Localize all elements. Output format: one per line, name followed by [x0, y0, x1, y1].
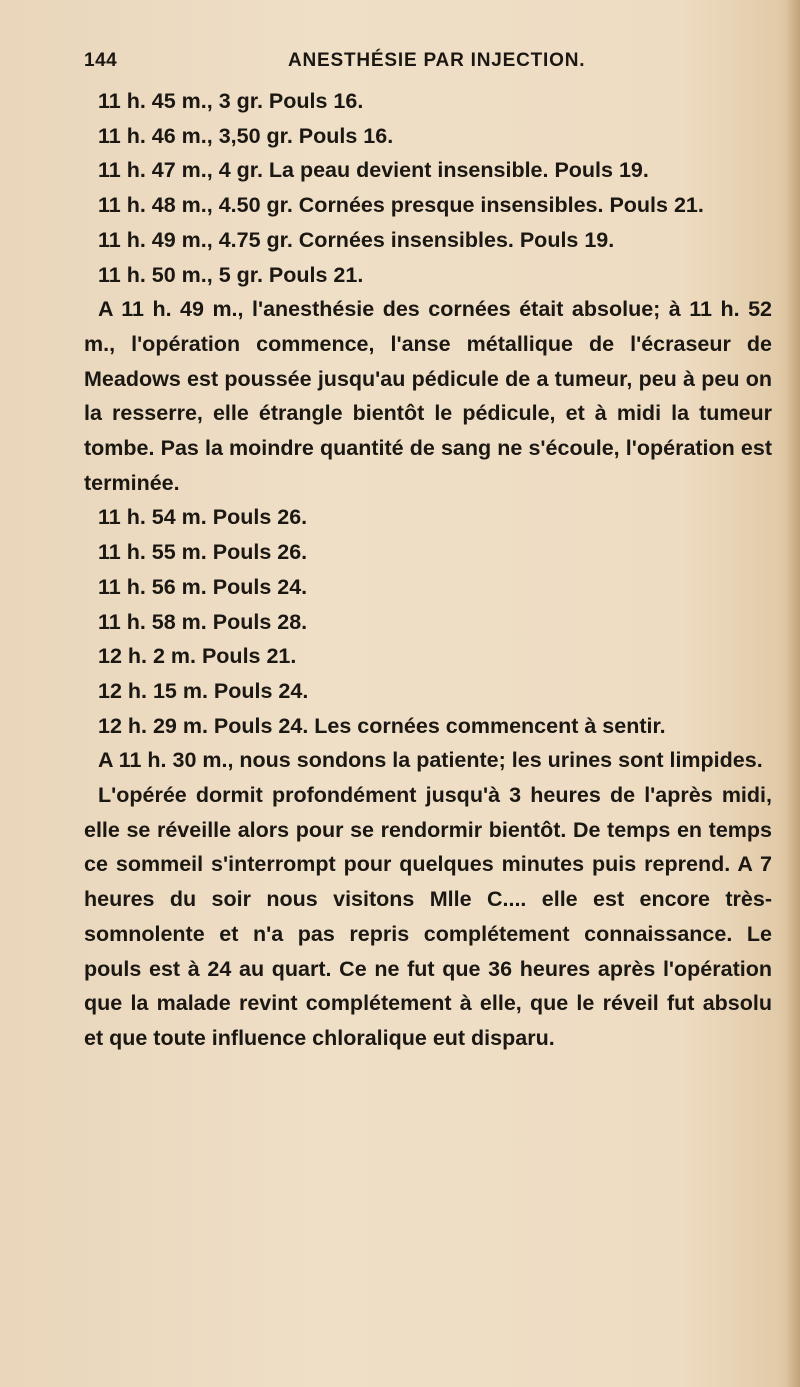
log-entry: 11 h. 49 m., 4.75 gr. Cornées insensibles. Pouls 19.	[98, 227, 615, 252]
log-entry: 12 h. 15 m. Pouls 24.	[98, 678, 309, 703]
paragraph: A 11 h. 49 m., l'anesthésie des cornées était absolue; à 11 h. 52 m., l'opération commence, l'anse métallique de l'écraseur de Meadows est poussée jusqu'au pédicule de a tumeur, peu à peu on la resserre, elle étrangle bientôt le pédicule, et à midi la tumeur tombe. Pas la moindre quantité de sang ne s'écoule, l'opération est terminée.	[84, 297, 772, 495]
running-header	[84, 50, 772, 80]
log-entry: 11 h. 55 m. Pouls 26.	[98, 540, 308, 565]
paragraph: A 11 h. 30 m., nous sondons la patiente; les urines sont limpides.	[98, 748, 763, 773]
log-entry: 11 h. 54 m. Pouls 26.	[98, 505, 308, 530]
body-text	[84, 84, 772, 1056]
page-edge-shadow	[786, 0, 800, 1387]
log-entry: 11 h. 50 m., 5 gr. Pouls 21.	[98, 262, 364, 287]
log-entry: 11 h. 46 m., 3,50 gr. Pouls 16.	[98, 123, 394, 148]
paragraph: L'opérée dormit profondément jusqu'à 3 heures de l'après midi, elle se réveille alors pour se rendormir bientôt. De temps en temps ce sommeil s'interrompt pour quelques minutes puis reprend. A 7 heures du soir nous visitons Mlle C.... elle est encore très-somnolente et n'a pas repris complétement connaissance. Le pouls est à 24 au quart. Ce ne fut que 36 heures après l'opération que la malade revint complétement à elle, que le réveil fut absolu et que toute influence chloralique eut disparu.	[84, 783, 772, 1050]
log-entry: 11 h. 47 m., 4 gr. La peau devient insensible. Pouls 19.	[98, 158, 649, 183]
log-entry: 12 h. 29 m. Pouls 24. Les cornées commencent à sentir.	[98, 713, 666, 738]
log-entry: 12 h. 2 m. Pouls 21.	[98, 644, 297, 669]
log-entry: 11 h. 45 m., 3 gr. Pouls 16.	[98, 89, 364, 113]
log-entry: 11 h. 48 m., 4.50 gr. Cornées presque insensibles. Pouls 21.	[98, 193, 704, 218]
log-entry: 11 h. 58 m. Pouls 28.	[98, 609, 308, 634]
page-number: 144	[84, 50, 118, 71]
running-title: ANESTHÉSIE PAR INJECTION.	[288, 50, 586, 71]
log-entry: 11 h. 56 m. Pouls 24.	[98, 574, 308, 599]
